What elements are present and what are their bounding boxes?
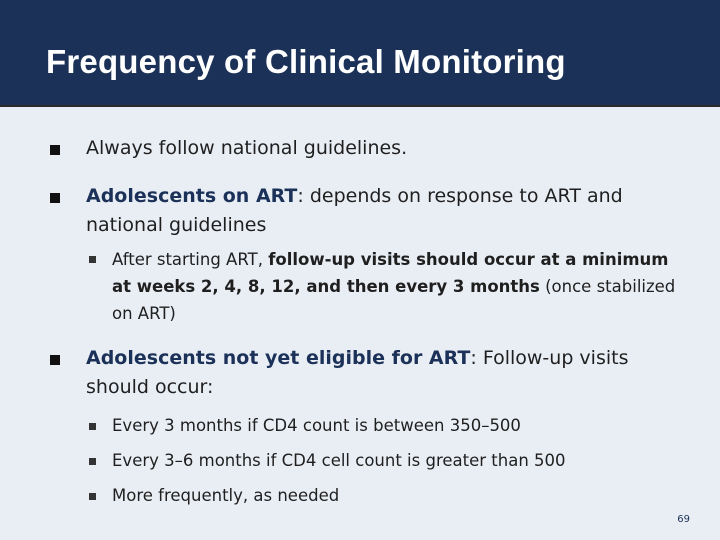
sub-bullet-1-bold-a: follow-up visits should occur at a minimum bbox=[268, 250, 669, 269]
square-bullet-icon bbox=[50, 355, 60, 365]
page-number: 69 bbox=[677, 514, 690, 525]
title-bar bbox=[0, 0, 720, 107]
bullet-2-line-2: national guidelines bbox=[86, 214, 267, 236]
sub-bullet-3-text: Every 3–6 months if CD4 cell count is greater than 500 bbox=[112, 451, 566, 470]
bullet-3-line-2: should occur: bbox=[86, 376, 214, 398]
sub-bullet-1-text-b: (once stabilized bbox=[539, 277, 676, 296]
sub-bullet-1-text-a: After starting ART, bbox=[112, 250, 269, 269]
sub-bullet-2-text: Every 3 months if CD4 count is between 350–500 bbox=[112, 416, 521, 435]
bullet-2-text: : depends on response to ART and bbox=[297, 185, 623, 207]
bullet-3-line-1 bbox=[86, 344, 628, 373]
bullet-3-text: : Follow-up visits bbox=[470, 347, 629, 369]
small-square-bullet-icon bbox=[89, 458, 96, 465]
square-bullet-icon bbox=[50, 145, 60, 155]
bullet-2-term: Adolescents on ART bbox=[86, 185, 298, 207]
small-square-bullet-icon bbox=[89, 256, 96, 263]
sub-bullet-1-line-2 bbox=[112, 273, 675, 300]
sub-bullet-1-line-1 bbox=[112, 246, 669, 273]
slide-title: Frequency of Clinical Monitoring bbox=[46, 43, 566, 80]
sub-bullet-1-line-3: on ART) bbox=[112, 304, 176, 323]
sub-bullet-1-bold-b: at weeks 2, 4, 8, 12, and then every 3 months bbox=[112, 277, 540, 296]
square-bullet-icon bbox=[50, 193, 60, 203]
small-square-bullet-icon bbox=[89, 493, 96, 500]
bullet-3-term: Adolescents not yet eligible for ART bbox=[86, 347, 471, 369]
small-square-bullet-icon bbox=[89, 423, 96, 430]
sub-bullet-4-text: More frequently, as needed bbox=[112, 486, 340, 505]
bullet-1-text: Always follow national guidelines. bbox=[86, 137, 408, 159]
bullet-2-line-1 bbox=[86, 182, 623, 211]
